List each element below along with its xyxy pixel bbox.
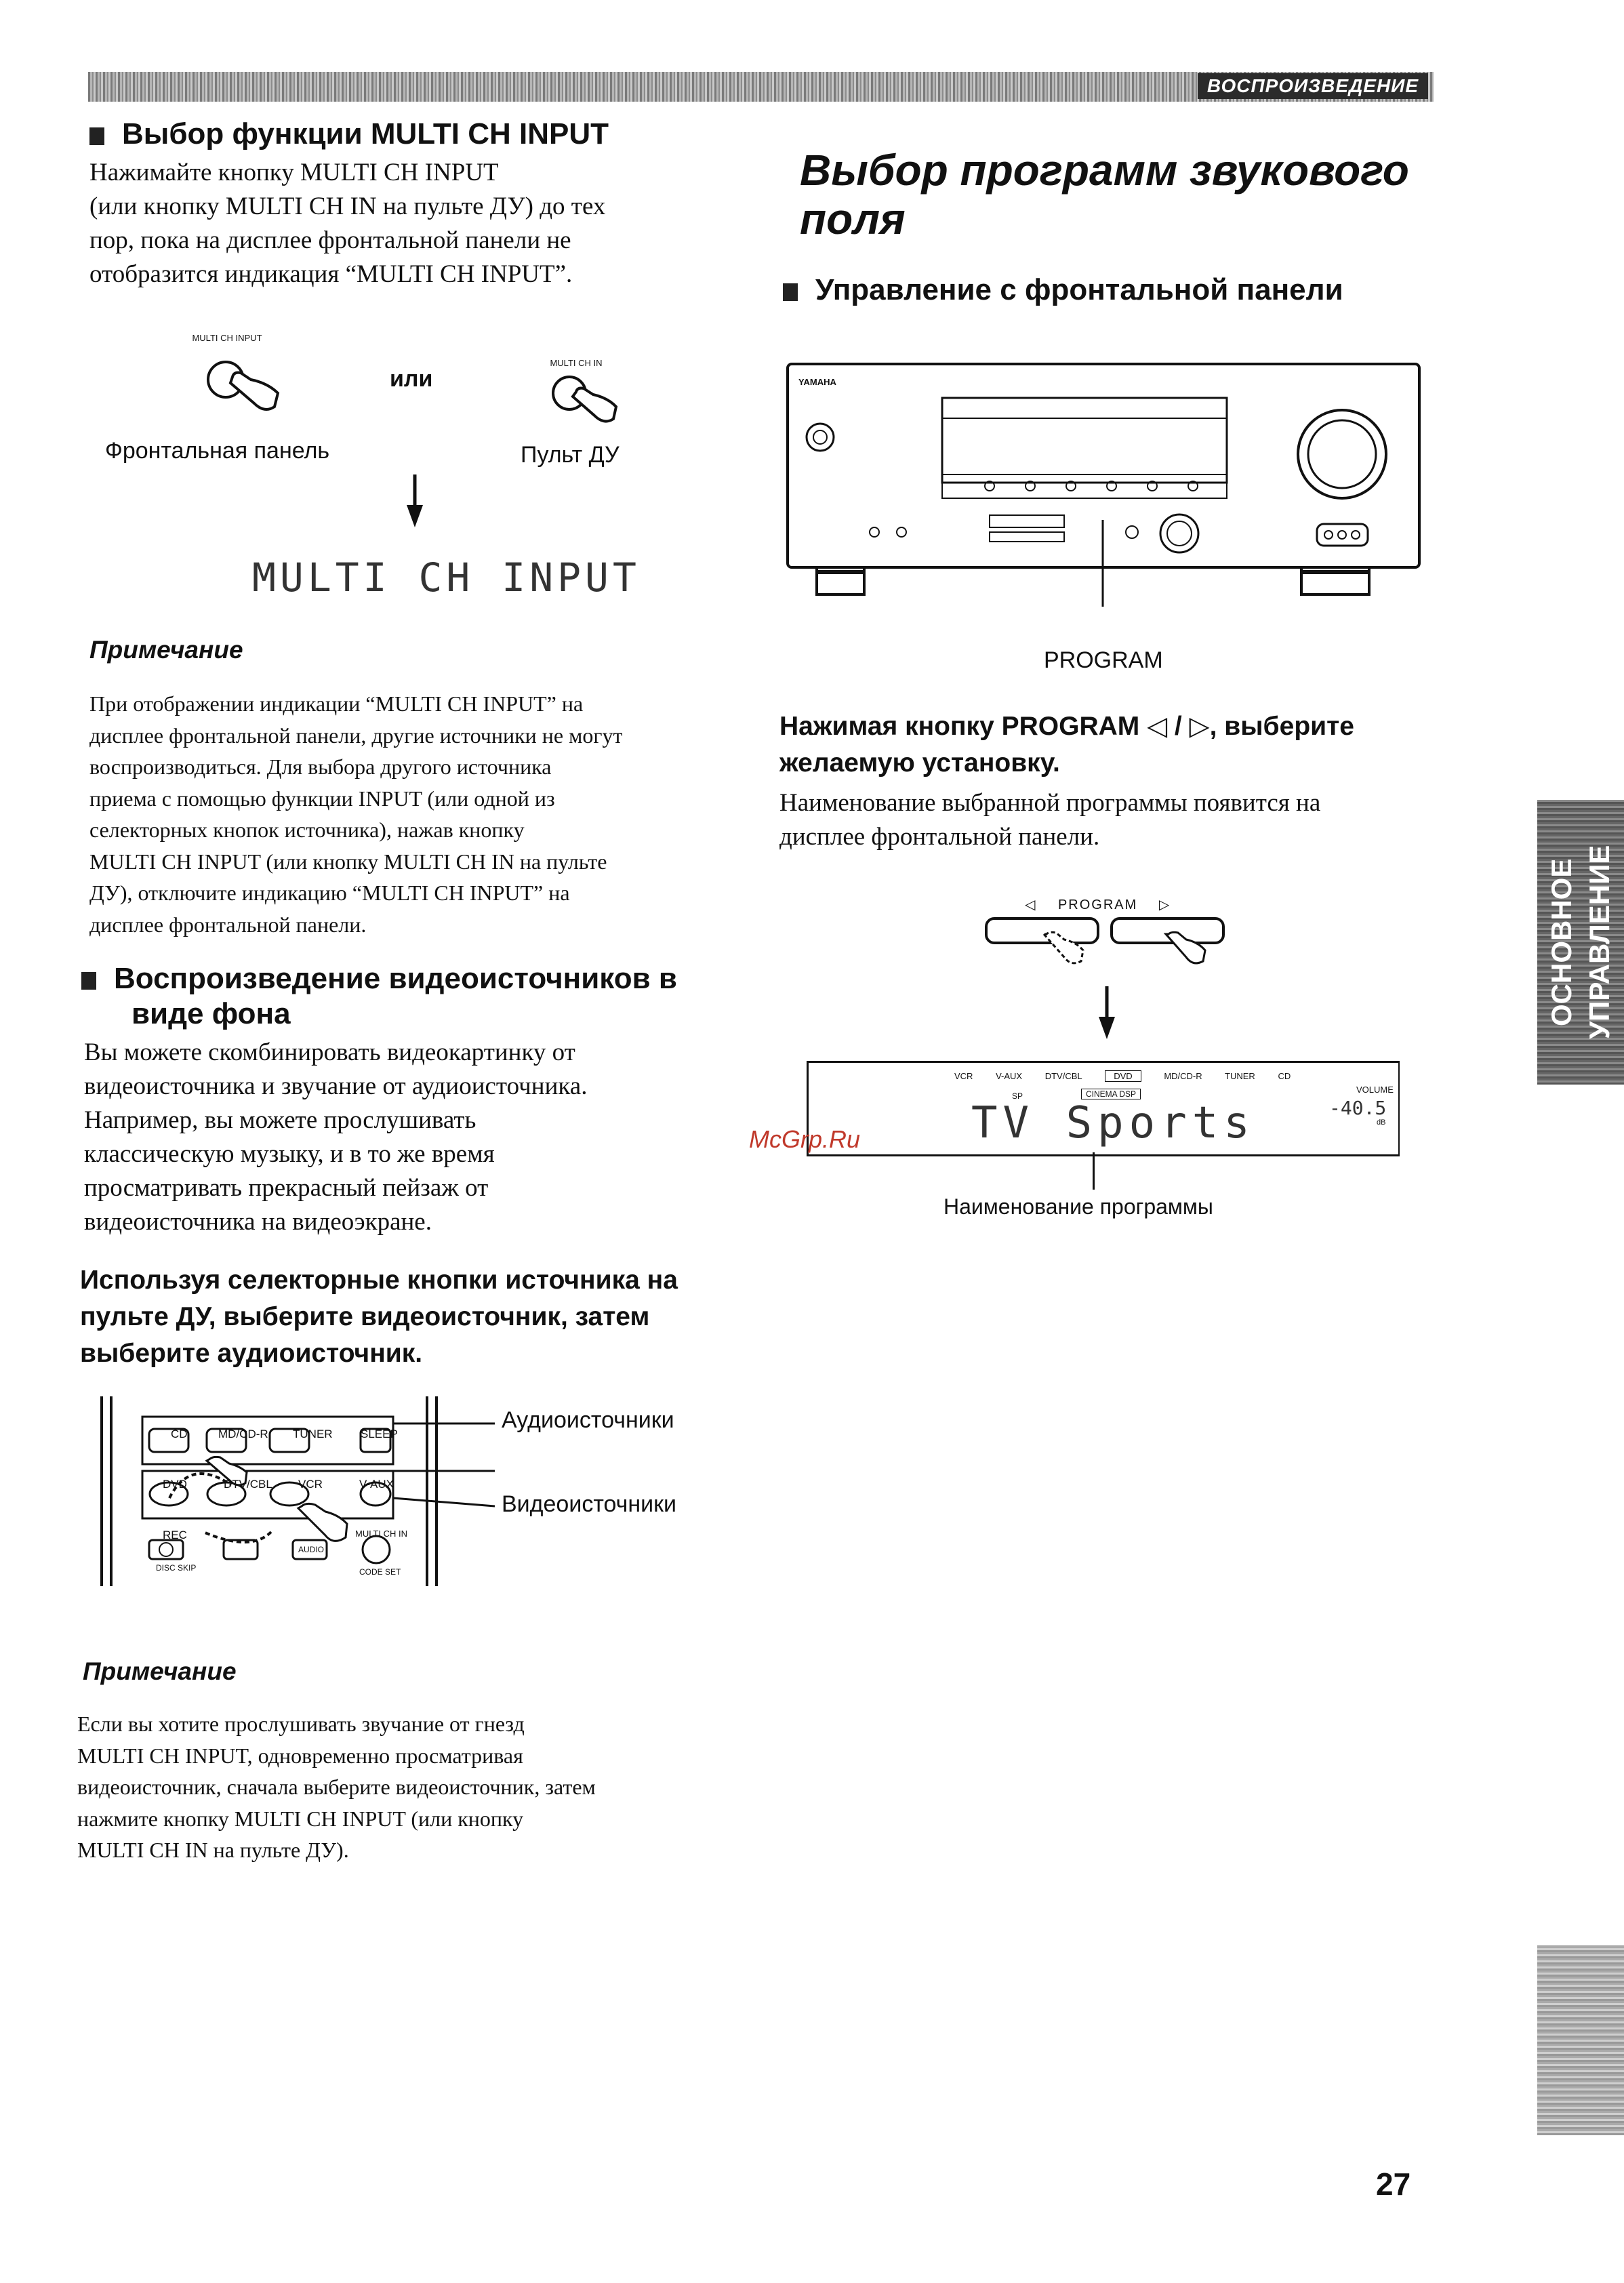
key-md: MD/CD-R — [218, 1428, 268, 1440]
page-title: Выбор программ звукового поля — [800, 146, 1409, 243]
key-code-set: CODE SET — [359, 1567, 401, 1577]
video-text — [84, 1036, 755, 1239]
key-audio: AUDIO — [298, 1545, 325, 1554]
page-number: 27 — [1376, 2166, 1411, 2202]
text-line: воспроизводиться. Для выбора другого источника — [89, 754, 552, 779]
display-program-text: TV Sports — [971, 1098, 1255, 1148]
watermark: McGrp.Ru — [749, 1125, 861, 1153]
text-line: видеоисточника на видеоэкране. — [84, 1208, 432, 1236]
text-line: Нажимайте кнопку MULTI CH INPUT — [89, 159, 499, 186]
key-disc-skip: DISC SKIP — [156, 1563, 197, 1573]
program-name-label: Наименование программы — [943, 1194, 1213, 1219]
volume-value: -40.5 — [1329, 1097, 1387, 1119]
key-rec: REC — [163, 1529, 187, 1541]
text-line: MULTI CH INPUT (или кнопку MULTI CH IN на пульте — [89, 849, 607, 874]
text-line: отобразится индикация “MULTI CH INPUT”. — [89, 260, 573, 288]
receiver-brand: YAMAHA — [798, 377, 836, 387]
text-line: дисплее фронтальной панели, другие источники не могут — [89, 723, 623, 748]
multi-ch-heading: Выбор функции MULTI CH INPUT — [89, 117, 609, 152]
db-label: dB — [1377, 1118, 1386, 1127]
text-line: просматривать прекрасный пейзаж от — [84, 1174, 489, 1202]
side-tab-secondary — [1537, 1945, 1624, 2135]
text-line: MULTI CH INPUT, одновременно просматривая — [77, 1743, 523, 1768]
program-instruction: Нажимая кнопку PROGRAM ◁ / ▷, выберите желаемую установку. — [779, 712, 1354, 777]
text-line: классическую музыку, и в то же время — [84, 1140, 495, 1168]
text-line: ДУ), отключите индикацию “MULTI CH INPUT” на — [89, 881, 570, 905]
audio-sources-label: Аудиоисточники — [502, 1407, 674, 1433]
multi-ch-text — [89, 156, 754, 291]
text-line: MULTI CH IN на пульте ДУ). — [77, 1838, 349, 1862]
note-title: Примечание — [89, 636, 243, 664]
text-line: дисплее фронтальной панели. — [779, 823, 1100, 851]
arrow-down-icon — [1097, 986, 1117, 1041]
header-band — [88, 72, 1434, 102]
text-line: видеоисточника и звучание от аудиоисточника. — [84, 1072, 588, 1100]
text-line: Если вы хотите прослушивать звучание от гнезд — [77, 1712, 525, 1736]
section-tag: ВОСПРОИЗВЕДЕНИЕ — [1198, 73, 1428, 99]
side-tab — [1537, 800, 1624, 1085]
key-cd: CD — [171, 1428, 188, 1440]
key-vcr: VCR — [298, 1478, 323, 1491]
video-heading: Воспроизведение видеоисточников в виде фона — [81, 961, 759, 1032]
multi-ch-input-button-label: MULTI CH INPUT — [192, 333, 262, 343]
front-panel-label: Фронтальная панель — [105, 438, 330, 464]
text-line: выберите аудиоисточник. — [80, 1339, 423, 1368]
key-vaux: V-AUX — [359, 1478, 394, 1491]
note-text — [77, 1708, 755, 1866]
receiver-illustration — [786, 363, 1423, 607]
press-button-icon — [546, 369, 634, 437]
text-line: Например, вы можете прослушивать — [84, 1106, 476, 1134]
program-label: PROGRAM — [1044, 647, 1163, 673]
program-desc — [779, 786, 1430, 854]
bullet-icon — [783, 283, 798, 301]
key-dvd: DVD — [163, 1478, 187, 1491]
key-sleep: SLEEP — [361, 1428, 398, 1440]
text-line: нажмите кнопку MULTI CH INPUT (или кнопку — [77, 1806, 524, 1831]
sp-indicator: SP — [1012, 1091, 1023, 1101]
bullet-icon — [89, 127, 104, 145]
text-line: Используя селекторные кнопки источника на — [80, 1266, 678, 1295]
text-line: (или кнопку MULTI CH IN на пульте ДУ) до тех — [89, 193, 606, 220]
cinema-dsp-indicator: CINEMA DSP — [1081, 1089, 1141, 1099]
text-line: приема с помощью функции INPUT (или одной из — [89, 786, 555, 811]
text-line: пульте ДУ, выберите видеоисточник, затем — [80, 1302, 650, 1331]
side-tab-text: ОСНОВНОЕ УПРАВЛЕНИЕ — [1545, 845, 1615, 1040]
front-panel-heading: Управление с фронтальной панели — [783, 272, 1343, 308]
multi-ch-in-button-label: MULTI CH IN — [550, 358, 603, 368]
key-tuner: TUNER — [293, 1428, 333, 1440]
remote-labels — [95, 1396, 502, 1600]
bullet-icon — [81, 972, 96, 990]
text-line: селекторных кнопок источника), нажав кнопку — [89, 817, 525, 842]
key-dtv: DTV/CBL — [224, 1478, 272, 1491]
press-button-icon — [200, 352, 295, 427]
video-sources-label: Видеоисточники — [502, 1491, 677, 1517]
remote-label: Пульт ДУ — [521, 442, 620, 468]
key-multi: MULTI CH IN — [355, 1529, 408, 1539]
text-line: При отображении индикации “MULTI CH INPUT” на — [89, 691, 584, 716]
arrow-down-icon — [405, 474, 425, 529]
text-line: дисплее фронтальной панели. — [89, 912, 367, 937]
volume-label: VOLUME — [1356, 1085, 1394, 1095]
program-buttons-illustration — [983, 915, 1234, 990]
front-display — [807, 1061, 1400, 1156]
text-line: видеоисточник, сначала выберите видеоисточник, затем — [77, 1775, 596, 1799]
display-inputs: VCR V-AUX DTV/CBL DVD MD/CD-R TUNER CD — [954, 1071, 1291, 1081]
front-display-text: MULTI CH INPUT — [252, 554, 641, 601]
program-buttons-label: ◁ PROGRAM ▷ — [1025, 897, 1171, 912]
text-line: Вы можете скомбинировать видеокартинку от — [84, 1038, 575, 1066]
or-label: или — [390, 366, 433, 392]
callout-line — [1093, 1152, 1095, 1190]
video-instruction — [80, 1262, 758, 1372]
note-text — [89, 688, 760, 940]
text-line: Наименование выбранной программы появится на — [779, 789, 1321, 817]
note-title: Примечание — [83, 1657, 237, 1685]
text-line: пор, пока на дисплее фронтальной панели не — [89, 226, 571, 254]
